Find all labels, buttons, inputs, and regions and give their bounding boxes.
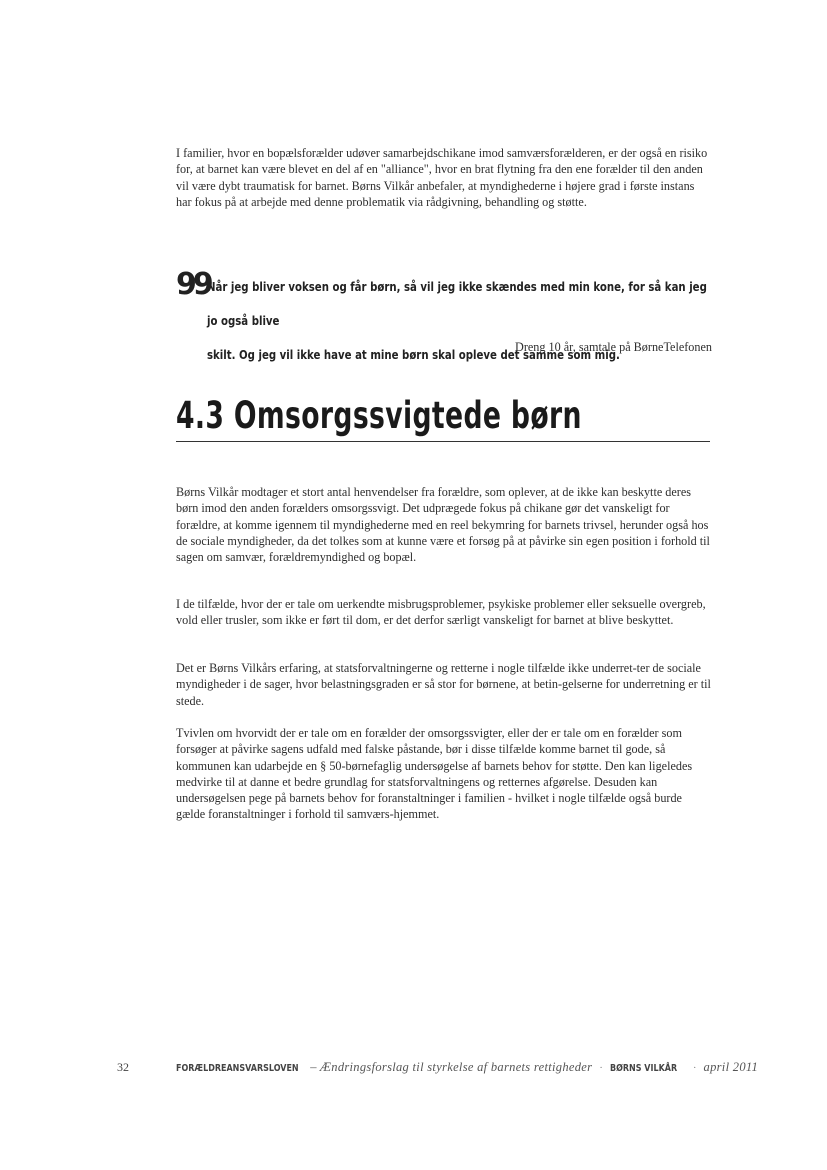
quote-source: Dreng 10 år, samtale på BørneTelefonen — [515, 340, 712, 354]
title-divider — [176, 441, 710, 442]
quote-line-2: skilt. Og jeg vil ikke have at mine børn skal opleve det samme som mig. — [207, 347, 620, 362]
section-title: 4.3 Omsorgssvigtede børn — [176, 394, 582, 437]
footer-text — [176, 1060, 758, 1075]
quote-line-1: Når jeg bliver voksen og får børn, så vil jeg ikke skændes med min kone, for så kan jeg jo også blive — [207, 279, 707, 328]
footer-dash: – — [310, 1060, 317, 1074]
footer-publication: FORÆLDREANSVARSLOVEN — [176, 1063, 299, 1074]
body-paragraph-4: Tvivlen om hvorvidt der er tale om en forælder der omsorgssvigter, eller der er tale om en forælder som forsøger at påvirke sagens udfald med falske påstande, bør i disse tilfælde komme barnet til gode, så kommunen kan udarbejde en § 50-børnefaglig undersøgelse af barnets behov for støtte. Den kan ligeledes medvirke til at danne et bedre grundlag for statsforvaltningens og retternes afgørelse. Desuden kan undersøgelsen pege på barnets behov for foranstaltninger i familien - hvilket i nogle tilfælde også burde gælde foranstaltninger i forhold til samværs-hjemmet. — [176, 726, 693, 822]
body-paragraph-3: Det er Børns Vilkårs erfaring, at statsforvaltningerne og retterne i nogle tilfælde ikke underret-ter de sociale myndigheder i de sager, hvor belastningsgraden er så stor for børnene, at betin-gelserne for underretning er til stede. — [176, 661, 711, 708]
body-paragraph-1: Børns Vilkår modtager et stort antal henvendelser fra forældre, som oplever, at de ikke kan beskytte deres børn imod den anden forælders omsorgssvigt. Det udprægede fokus på chikane gør det vanskeligt for forældre, at komme igennem til myndighederne med en reel bekymring for barnets trivsel, herunder også hos de sociale myndigheder, da det tolkes som at kunne være et forsøg på at påvirke sin egen position i forhold til sagen om samvær, forældremyndighed og bopæl. — [176, 485, 710, 565]
page-number: 32 — [117, 1060, 129, 1074]
footer-separator: · — [692, 1062, 697, 1074]
body-paragraph-2: I de tilfælde, hvor der er tale om uerkendte misbrugsproblemer, psykiske problemer eller seksuelle overgreb, vold eller trusler, som ikke er ført til dom, er det derfor særligt vanskeligt for barnet at blive beskyttet. — [176, 597, 706, 628]
footer-subtitle: Ændringsforslag til styrkelse af barnets rettigheder — [319, 1060, 593, 1074]
pull-quote — [207, 270, 712, 372]
intro-paragraph: I familier, hvor en bopælsforælder udøver samarbejdschikane imod samværsforælderen, er der også en risiko for, at barnet kan være blevet en del af en "alliance", hvor en brat flytning fra den ene forælder til den anden vil være dybt traumatisk for barnet. Børns Vilkår anbefaler, at myndighederne i højere grad i første instans har fokus på at arbejde med denne problematik via rådgivning, behandling og støtte. — [176, 146, 708, 209]
footer-organization: BØRNS VILKÅR — [609, 1063, 678, 1074]
footer-separator: · — [599, 1062, 603, 1074]
quote-mark-icon: 99 — [176, 267, 210, 302]
footer-date: april 2011 — [703, 1060, 759, 1074]
